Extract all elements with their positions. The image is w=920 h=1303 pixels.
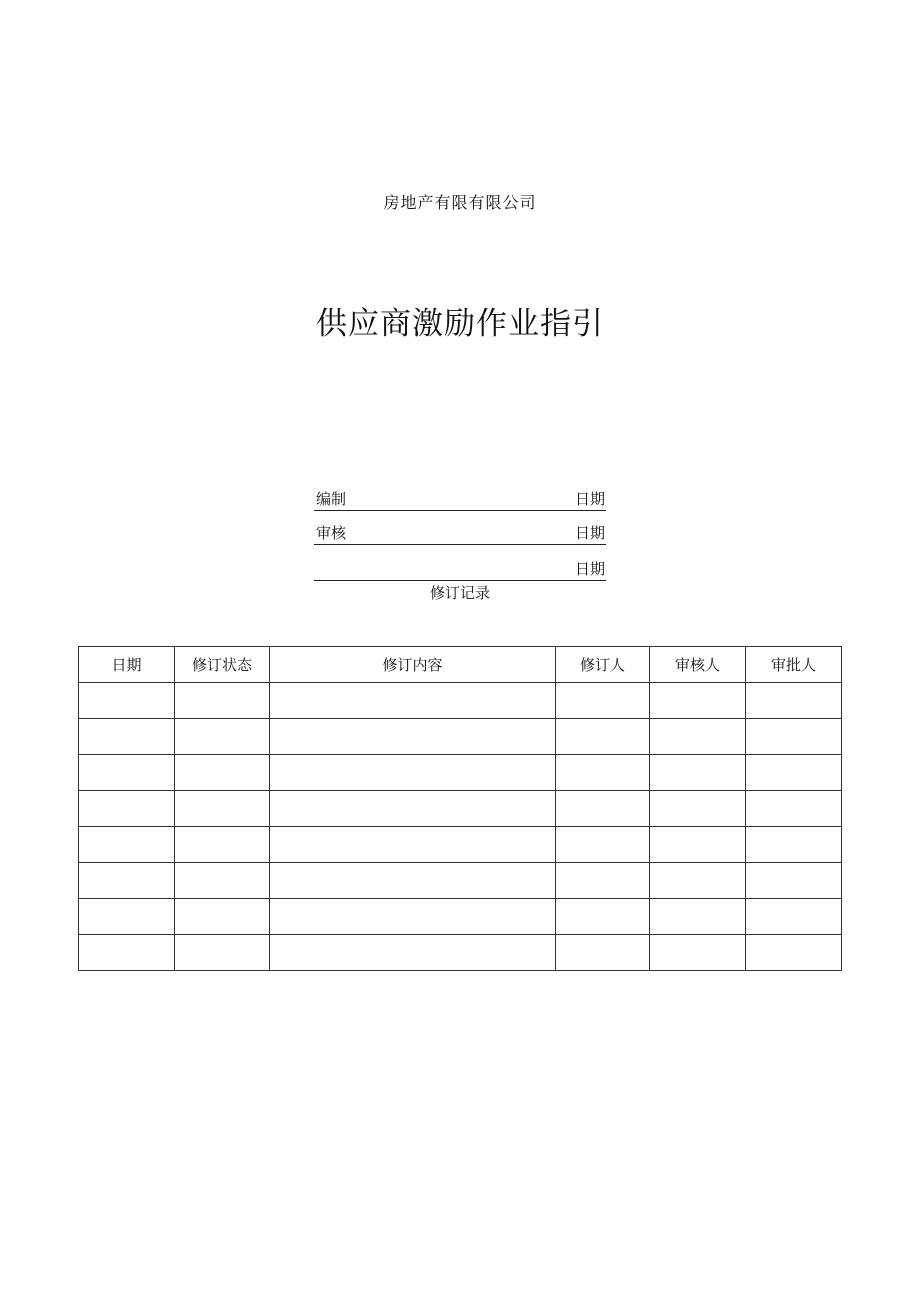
- table-cell: [175, 719, 270, 755]
- table-cell: [650, 791, 746, 827]
- table-cell: [175, 755, 270, 791]
- table-cell: [746, 827, 842, 863]
- table-cell: [270, 719, 556, 755]
- signoff-row-compile: [314, 488, 606, 511]
- signoff-row-approve: [314, 558, 606, 581]
- table-cell: [556, 683, 650, 719]
- signoff-date-label: 日期: [574, 560, 605, 578]
- table-cell: [270, 683, 556, 719]
- table-cell: [746, 899, 842, 935]
- table-cell: [270, 899, 556, 935]
- signoff-date-label: 日期: [574, 490, 605, 508]
- table-cell: [175, 863, 270, 899]
- table-cell: [746, 683, 842, 719]
- table-cell: [270, 791, 556, 827]
- column-header-status: 修订状态: [175, 647, 270, 683]
- table-cell: [746, 719, 842, 755]
- table-cell: [79, 719, 175, 755]
- table-cell: [650, 899, 746, 935]
- table-cell: [746, 791, 842, 827]
- table-cell: [650, 755, 746, 791]
- column-header-reviewer: 审核人: [650, 647, 746, 683]
- table-row: [79, 719, 842, 755]
- column-header-reviser: 修订人: [556, 647, 650, 683]
- table-cell: [175, 791, 270, 827]
- column-header-approver: 审批人: [746, 647, 842, 683]
- table-cell: [175, 935, 270, 971]
- table-cell: [746, 755, 842, 791]
- revision-table: [78, 646, 842, 971]
- table-cell: [556, 935, 650, 971]
- table-cell: [175, 683, 270, 719]
- table-row: [79, 791, 842, 827]
- table-row: [79, 935, 842, 971]
- revision-record-caption: 修订记录: [429, 584, 490, 602]
- table-cell: [650, 683, 746, 719]
- column-header-date: 日期: [79, 647, 175, 683]
- table-cell: [79, 827, 175, 863]
- table-cell: [556, 827, 650, 863]
- table-cell: [270, 863, 556, 899]
- table-row: [79, 863, 842, 899]
- signoff-label: 编制: [316, 490, 347, 508]
- company-name: 房地产有限有限公司: [383, 193, 537, 212]
- table-cell: [79, 791, 175, 827]
- table-row: [79, 827, 842, 863]
- table-cell: [79, 683, 175, 719]
- table-cell: [650, 719, 746, 755]
- table-cell: [650, 863, 746, 899]
- table-cell: [79, 935, 175, 971]
- table-cell: [175, 899, 270, 935]
- signoff-row-review: [314, 522, 606, 545]
- table-cell: [270, 827, 556, 863]
- table-cell: [556, 899, 650, 935]
- document-title: 供应商激励作业指引: [316, 306, 604, 342]
- table-cell: [556, 755, 650, 791]
- signoff-label: 审核: [316, 524, 347, 542]
- table-header-row: [79, 647, 842, 683]
- table-cell: [270, 755, 556, 791]
- table-cell: [556, 719, 650, 755]
- table-row: [79, 683, 842, 719]
- table-cell: [746, 935, 842, 971]
- table-cell: [79, 899, 175, 935]
- table-cell: [79, 755, 175, 791]
- table-cell: [270, 935, 556, 971]
- table-cell: [79, 863, 175, 899]
- table-cell: [650, 827, 746, 863]
- table-row: [79, 899, 842, 935]
- signoff-date-label: 日期: [574, 524, 605, 542]
- table-cell: [746, 863, 842, 899]
- table-cell: [650, 935, 746, 971]
- column-header-content: 修订内容: [270, 647, 556, 683]
- table-row: [79, 755, 842, 791]
- table-cell: [556, 791, 650, 827]
- table-cell: [556, 863, 650, 899]
- table-cell: [175, 827, 270, 863]
